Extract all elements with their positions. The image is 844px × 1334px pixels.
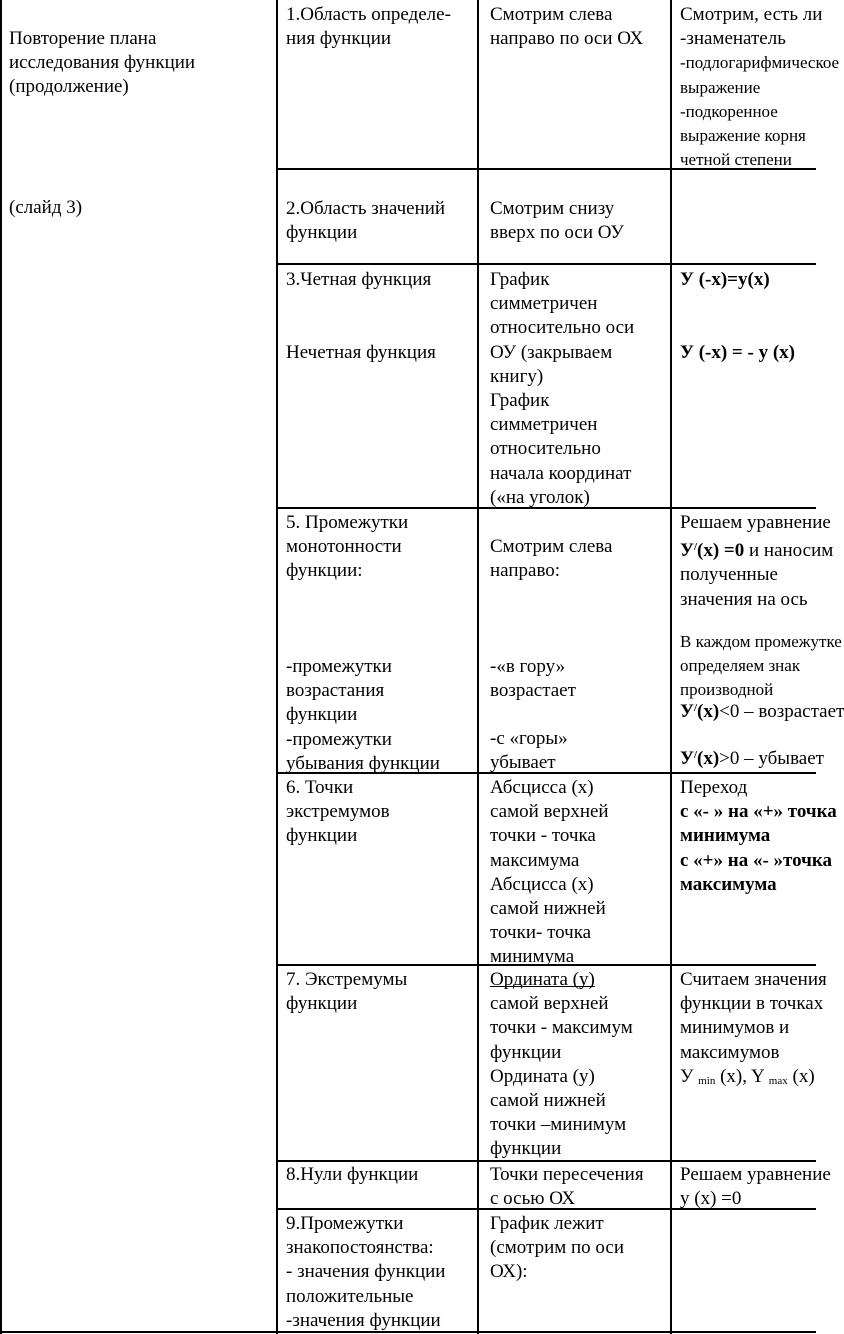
row5-decrease: -с «горы» убывает (490, 728, 568, 774)
table-border-left (0, 0, 2, 1334)
row7-rule: Считаем значения функции в точках минимумов и максимумов У $_{min}$ (х), Y $_{max}$ (х) (680, 969, 827, 1087)
row6-method: Абсцисса (х) самой верхней точки - точка максимума Абсцисса (х) самой нижней точки- точка минимума (490, 777, 609, 968)
row5-decrease-rule: У/(х)>0 – убывает (680, 748, 824, 769)
row1-details: Смотрим, есть ли -знаменатель -подлогарифмическое выражение -подкоренное выражение корня четной степени (680, 4, 840, 170)
row1-topic: 1.Область определе- ния функции (286, 4, 451, 50)
column-divider-1 (276, 0, 278, 1334)
row5-solve: Решаем уравнение У/(х) =0 и наносим полученные значения на ось (680, 512, 834, 610)
row5-method: Смотрим слева направо: (490, 536, 613, 582)
sidebar-title: Повторение плана исследования функции (продолжение) (9, 28, 196, 98)
row7-method: Ордината (у) самой верхней точки - максимум функции Ордината (у) самой нижней точки –минимум функции (490, 969, 633, 1160)
column-divider-3 (670, 0, 672, 1334)
row5-interval-note: В каждом промежутке определяем знак производной (680, 632, 842, 700)
row8-method: Точки пересечения с осью ОХ (490, 1164, 644, 1210)
row3-method: График симметричен относительно оси ОУ (закрываем книгу) График симметричен относительно начала координат («на уголок) (490, 269, 635, 508)
row6-rule: Переход с «- » на «+» точка минимума с «+» на «- »точка максимума (680, 777, 837, 895)
row3-odd-formula: У (-х) = - у (х) (680, 342, 795, 363)
row8-topic: 8.Нули функции (286, 1164, 419, 1185)
row2-topic: 2.Область значений функции (286, 198, 446, 244)
row3-even-formula: У (-х)=у(х) (680, 269, 770, 290)
row1-method: Смотрим слева направо по оси ОХ (490, 4, 644, 50)
row5-subtopics: -промежутки возрастания функции -промежутки убывания функции (286, 656, 440, 774)
column-divider-2 (477, 0, 479, 1334)
row9-method: График лежит (смотрим по оси ОХ): (490, 1213, 625, 1283)
row5-increase-rule: У/(х)<0 – возрастает (680, 701, 844, 722)
row3-even-topic: 3.Четная функция (286, 269, 432, 290)
row8-rule: Решаем уравнение у (х) =0 (680, 1164, 831, 1210)
row-divider-2 (276, 263, 816, 265)
slide-label: (слайд 3) (9, 197, 83, 218)
row9-topic: 9.Промежутки знакопостоянства: - значения функции положительные -значения функции (286, 1213, 446, 1331)
row6-topic: 6. Точки экстремумов функции (286, 777, 390, 847)
row5-increase: -«в гору» возрастает (490, 656, 576, 702)
row3-odd-topic: Нечетная функция (286, 342, 436, 363)
row5-topic: 5. Промежутки монотонности функции: (286, 512, 409, 582)
row7-topic: 7. Экстремумы функции (286, 969, 408, 1015)
row2-method: Смотрим снизу вверх по оси ОУ (490, 198, 624, 244)
